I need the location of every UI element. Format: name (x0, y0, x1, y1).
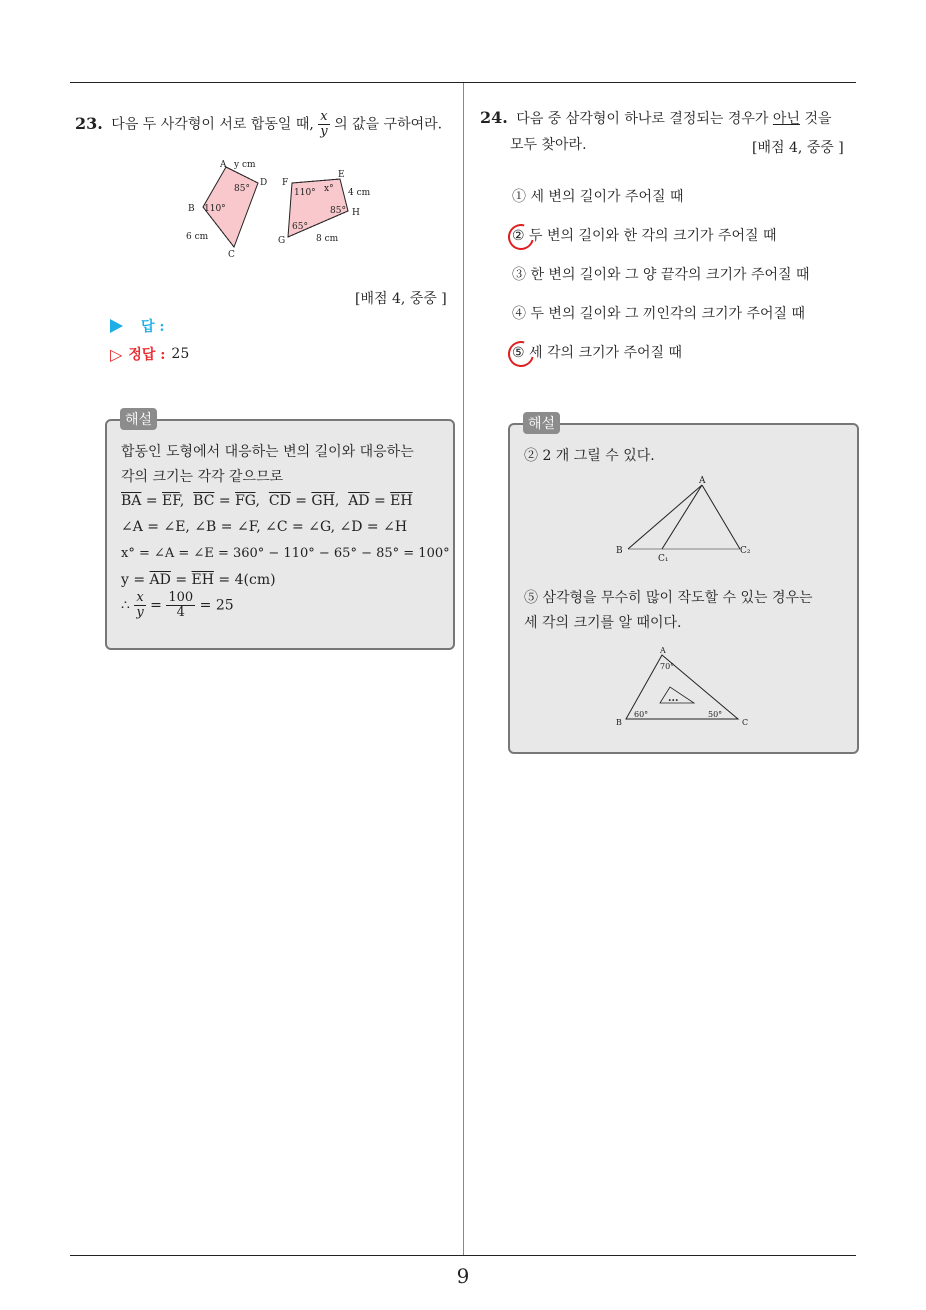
q24-explain-line-1: ② 2 개 그릴 수 있다. (524, 448, 655, 464)
q24-prompt (480, 106, 860, 131)
y-prefix: y = (121, 572, 146, 588)
q23-fraction (318, 110, 329, 139)
choice-4-text: 두 변의 길이와 그 끼인각의 크기가 주어질 때 (530, 306, 806, 322)
final-result: = 25 (199, 597, 234, 614)
seg-GH: $\overline{GH}$ (311, 493, 335, 509)
q23-explain-box (105, 419, 455, 650)
q23-frac-num: x (318, 110, 329, 125)
q23-answer-label: 답 : (141, 319, 165, 335)
fig23-label-H: H (352, 208, 360, 218)
seg-AD: $\overline{AD}$ (348, 493, 370, 509)
q24-fig-similar-triangles (610, 643, 760, 727)
fig23-label-G: G (278, 236, 286, 246)
fig23-label-x: x° (324, 184, 334, 194)
final-frac-num: x (134, 591, 145, 606)
q24-fig-two-triangles (610, 473, 760, 563)
choice-2-mark-circled: ② (512, 228, 525, 244)
choice-2-text: 두 변의 길이와 한 각의 크기가 주어질 때 (529, 228, 777, 244)
q24-choice-2[interactable] (512, 225, 777, 245)
answer-arrow-icon (110, 319, 123, 333)
q23-correct-value: 25 (171, 346, 190, 362)
q23-score: [배점 4, 중중 ] (355, 291, 447, 307)
fig23-label-110-right: 110° (294, 188, 316, 198)
final-frac2-num: 100 (168, 590, 194, 605)
fig23-label-6cm: 6 cm (186, 232, 209, 242)
bottom-rule (70, 1255, 856, 1256)
q23-text-before: 다음 두 사각형이 서로 합동일 때, (111, 116, 314, 133)
choice-1-text: 세 변의 길이가 주어질 때 (530, 189, 684, 205)
correct-arrow-icon: ▷ (110, 344, 123, 364)
q24-number: 24. (480, 108, 508, 127)
q24-choice-3[interactable] (512, 264, 810, 284)
y-seg-EH: $\overline{EH}$ (191, 572, 214, 588)
choice-3-text: 한 변의 길이와 그 양 끝각의 크기가 주어질 때 (530, 267, 810, 283)
choice-5-text: 세 각의 크기가 주어질 때 (529, 345, 683, 361)
final-frac-den: y (136, 605, 144, 620)
q24-explain-box (508, 423, 859, 754)
fig24b-label-B: B (616, 718, 622, 727)
q23-angle-line: ∠A = ∠E, ∠B = ∠F, ∠C = ∠G, ∠D = ∠H (121, 519, 408, 535)
column-divider (463, 83, 464, 1255)
choice-3-mark: ③ (512, 267, 526, 283)
seg-FG: $\overline{FG}$ (235, 493, 256, 509)
fig23-label-8cm: 8 cm (316, 234, 339, 244)
seg-EF: $\overline{EF}$ (162, 493, 180, 509)
q24-explain-line-3: 세 각의 크기를 알 때이다. (524, 615, 682, 631)
fig23-label-B: B (188, 204, 195, 214)
q24-choice-4[interactable] (512, 303, 805, 323)
fig24b-label-A: A (660, 646, 666, 655)
y-suffix: = 4(cm) (218, 572, 276, 588)
q23-text-after: 의 값을 구하여라. (334, 116, 443, 133)
fig23-label-110-left: 110° (204, 204, 226, 214)
q23-figure (180, 155, 380, 265)
fig23-label-85-left: 85° (234, 184, 250, 194)
q23-explain-tag: 해설 (120, 408, 157, 430)
q23-final-line: ∴ $\frac{x}{y}$ = $\frac{100}{4}$ = 25 (121, 590, 234, 620)
q23-answer-row (110, 316, 165, 336)
fig23-label-A: A (220, 160, 227, 170)
q24-prompt-line2: 모두 찾아라. (510, 137, 587, 153)
page-number: 9 (456, 1264, 470, 1288)
fig23-label-85-right: 85° (330, 206, 346, 216)
q23-frac-den: y (320, 124, 328, 139)
fig24a-label-C1: C₁ (658, 554, 669, 563)
q23-explain-line-2: 각의 크기는 각각 같으므로 (121, 469, 284, 485)
fig24b-label-C: C (742, 718, 749, 727)
q24-choice-1[interactable] (512, 186, 684, 206)
q24-text-underlined: 아닌 (772, 111, 800, 127)
q23-number: 23. (75, 113, 103, 133)
seg-BA: $\overline{BA}$ (121, 493, 142, 509)
q23-correct-row (110, 344, 189, 364)
q23-explain-line-1: 합동인 도형에서 대응하는 변의 길이와 대응하는 (121, 444, 414, 460)
choice-4-mark: ④ (512, 306, 526, 322)
q24-text-b: 것을 (804, 111, 832, 127)
seg-CD: $\overline{CD}$ (268, 493, 291, 509)
choice-5-mark-circled: ⑤ (512, 345, 525, 361)
fig24b-label-50: 50° (708, 710, 723, 719)
fig23-label-C: C (228, 250, 235, 260)
fig23-label-E: E (338, 170, 345, 180)
choice-1-mark: ① (512, 189, 526, 205)
fig24a-label-C2: C₂ (740, 546, 751, 556)
final-frac2-den: 4 (176, 605, 185, 620)
q23-y-line: $y = \overline{AD} = \overline{EH} = 4(cm)$ (121, 572, 276, 588)
fig23-label-4cm: 4 cm (348, 188, 371, 198)
seg-EH: $\overline{EH}$ (390, 493, 413, 509)
q24-score: [배점 4, 중중 ] (752, 140, 844, 156)
fig24b-label-60: 60° (634, 710, 649, 719)
fig23-label-D: D (260, 178, 268, 188)
q24-choice-5[interactable] (512, 342, 682, 362)
fig23-label-F: F (282, 178, 289, 188)
q23-correct-label: 정답 : (128, 347, 166, 363)
fig23-label-65: 65° (292, 222, 308, 232)
q23-x-line: x° = ∠A = ∠E = 360° − 110° − 65° − 85° = 100° (121, 546, 450, 561)
q24-text-a: 다음 중 삼각형이 하나로 결정되는 경우가 (516, 111, 769, 127)
q24-explain-line-2: ⑤ 삼각형을 무수히 많이 작도할 수 있는 경우는 (524, 590, 813, 606)
q23-seg-line: $\overline{BA} = \overline{EF}$, $\overline{BC} = \overline{FG}$, $\overline{CD} = \overline{GH}$, $\overline{AD} = \overline{EH}$ (121, 493, 413, 509)
q24-explain-tag: 해설 (523, 412, 560, 434)
therefore-symbol: ∴ (121, 597, 130, 614)
q23-prompt (75, 110, 442, 139)
fig24a-label-A: A (699, 476, 706, 486)
fig23-label-ycm: y cm (234, 160, 256, 170)
fig24b-label-70: 70° (660, 662, 675, 671)
fig24b-dots: ... (668, 693, 679, 704)
y-seg-AD: $\overline{AD}$ (149, 572, 171, 588)
seg-BC: $\overline{BC}$ (193, 493, 215, 509)
fig24a-label-B: B (616, 546, 623, 556)
